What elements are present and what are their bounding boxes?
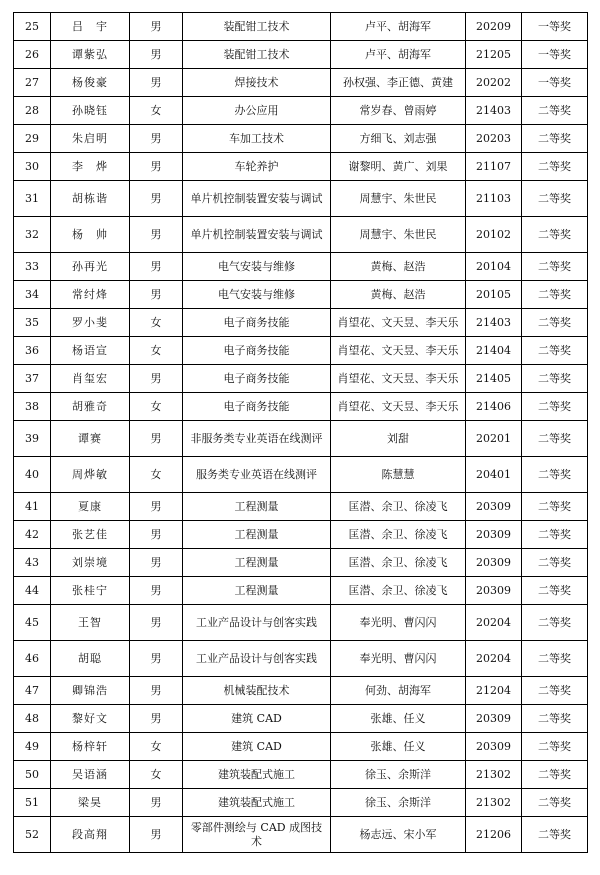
competition-cell: 建筑 CAD xyxy=(183,705,331,733)
student-name-cell: 刘崇境 xyxy=(51,549,130,577)
student-name-cell: 杨语宣 xyxy=(51,337,130,365)
award-cell: 二等奖 xyxy=(522,733,588,761)
student-name-cell: 谭赛 xyxy=(51,421,130,457)
award-cell: 二等奖 xyxy=(522,281,588,309)
gender-cell: 男 xyxy=(130,13,183,41)
table-row xyxy=(14,365,588,393)
class-code-cell: 20105 xyxy=(466,281,522,309)
gender-cell: 男 xyxy=(130,549,183,577)
instructors-cell: 匡潜、余卫、徐凌飞 xyxy=(331,549,466,577)
instructors-cell: 徐玉、余斯洋 xyxy=(331,761,466,789)
competition-cell: 非服务类专业英语在线测评 xyxy=(183,421,331,457)
class-code-cell: 21103 xyxy=(466,181,522,217)
table-row xyxy=(14,705,588,733)
table-row xyxy=(14,789,588,817)
instructors-cell: 张雄、任义 xyxy=(331,705,466,733)
instructors-cell: 谢黎明、黄广、刘果 xyxy=(331,153,466,181)
table-row xyxy=(14,493,588,521)
row-number-cell: 31 xyxy=(14,181,51,217)
award-cell: 二等奖 xyxy=(522,789,588,817)
competition-cell: 建筑装配式施工 xyxy=(183,761,331,789)
class-code-cell: 20102 xyxy=(466,217,522,253)
award-cell: 二等奖 xyxy=(522,125,588,153)
class-code-cell: 21406 xyxy=(466,393,522,421)
instructors-cell: 肖望花、文天昱、李天乐 xyxy=(331,393,466,421)
table-row xyxy=(14,577,588,605)
table-row xyxy=(14,97,588,125)
class-code-cell: 20204 xyxy=(466,641,522,677)
class-code-cell: 21403 xyxy=(466,309,522,337)
competition-cell: 电气安装与维修 xyxy=(183,281,331,309)
award-cell: 二等奖 xyxy=(522,337,588,365)
row-number-cell: 35 xyxy=(14,309,51,337)
row-number-cell: 41 xyxy=(14,493,51,521)
table-row xyxy=(14,337,588,365)
row-number-cell: 34 xyxy=(14,281,51,309)
award-cell: 二等奖 xyxy=(522,641,588,677)
gender-cell: 男 xyxy=(130,493,183,521)
class-code-cell: 21302 xyxy=(466,761,522,789)
row-number-cell: 42 xyxy=(14,521,51,549)
table-row xyxy=(14,125,588,153)
instructors-cell: 杨志远、宋小军 xyxy=(331,817,466,853)
competition-cell: 工程测量 xyxy=(183,493,331,521)
award-cell: 二等奖 xyxy=(522,605,588,641)
instructors-cell: 刘甜 xyxy=(331,421,466,457)
class-code-cell: 20401 xyxy=(466,457,522,493)
instructors-cell: 肖望花、文天昱、李天乐 xyxy=(331,337,466,365)
instructors-cell: 徐玉、余斯洋 xyxy=(331,789,466,817)
student-name-cell: 孙再光 xyxy=(51,253,130,281)
student-name-cell: 胡雅奇 xyxy=(51,393,130,421)
table-row xyxy=(14,41,588,69)
class-code-cell: 20309 xyxy=(466,493,522,521)
row-number-cell: 26 xyxy=(14,41,51,69)
class-code-cell: 20202 xyxy=(466,69,522,97)
table-row xyxy=(14,521,588,549)
gender-cell: 男 xyxy=(130,521,183,549)
student-name-cell: 杨俊豪 xyxy=(51,69,130,97)
table-row xyxy=(14,217,588,253)
class-code-cell: 20203 xyxy=(466,125,522,153)
row-number-cell: 25 xyxy=(14,13,51,41)
table-row xyxy=(14,281,588,309)
award-cell: 二等奖 xyxy=(522,365,588,393)
gender-cell: 男 xyxy=(130,253,183,281)
table-row xyxy=(14,153,588,181)
table-row xyxy=(14,457,588,493)
student-name-cell: 王智 xyxy=(51,605,130,641)
instructors-cell: 卢平、胡海军 xyxy=(331,13,466,41)
table-row xyxy=(14,761,588,789)
award-cell: 二等奖 xyxy=(522,457,588,493)
student-name-cell: 夏康 xyxy=(51,493,130,521)
award-cell: 二等奖 xyxy=(522,153,588,181)
award-cell: 二等奖 xyxy=(522,521,588,549)
award-cell: 二等奖 xyxy=(522,181,588,217)
class-code-cell: 20309 xyxy=(466,521,522,549)
gender-cell: 男 xyxy=(130,281,183,309)
row-number-cell: 48 xyxy=(14,705,51,733)
award-cell: 二等奖 xyxy=(522,253,588,281)
student-name-cell: 吴语涵 xyxy=(51,761,130,789)
award-cell: 一等奖 xyxy=(522,41,588,69)
gender-cell: 女 xyxy=(130,337,183,365)
competition-cell: 电子商务技能 xyxy=(183,365,331,393)
gender-cell: 男 xyxy=(130,153,183,181)
student-name-cell: 周烨敏 xyxy=(51,457,130,493)
table-row xyxy=(14,605,588,641)
award-cell: 二等奖 xyxy=(522,577,588,605)
gender-cell: 女 xyxy=(130,457,183,493)
student-name-cell: 梁昊 xyxy=(51,789,130,817)
competition-cell: 车加工技术 xyxy=(183,125,331,153)
row-number-cell: 38 xyxy=(14,393,51,421)
instructors-cell: 匡潜、余卫、徐凌飞 xyxy=(331,493,466,521)
gender-cell: 男 xyxy=(130,421,183,457)
award-cell: 二等奖 xyxy=(522,549,588,577)
class-code-cell: 21302 xyxy=(466,789,522,817)
instructors-cell: 卢平、胡海军 xyxy=(331,41,466,69)
gender-cell: 男 xyxy=(130,789,183,817)
instructors-cell: 匡潜、余卫、徐凌飞 xyxy=(331,521,466,549)
award-cell: 二等奖 xyxy=(522,493,588,521)
class-code-cell: 21403 xyxy=(466,97,522,125)
competition-cell: 零部件测绘与 CAD 成图技术 xyxy=(183,817,331,853)
gender-cell: 男 xyxy=(130,577,183,605)
competition-cell: 服务类专业英语在线测评 xyxy=(183,457,331,493)
table-row xyxy=(14,641,588,677)
instructors-cell: 何劲、胡海军 xyxy=(331,677,466,705)
gender-cell: 男 xyxy=(130,41,183,69)
row-number-cell: 39 xyxy=(14,421,51,457)
table-row xyxy=(14,393,588,421)
competition-cell: 建筑装配式施工 xyxy=(183,789,331,817)
competition-cell: 工程测量 xyxy=(183,521,331,549)
student-name-cell: 肖玺宏 xyxy=(51,365,130,393)
instructors-cell: 周慧宇、朱世民 xyxy=(331,181,466,217)
student-name-cell: 黎好文 xyxy=(51,705,130,733)
row-number-cell: 43 xyxy=(14,549,51,577)
class-code-cell: 20309 xyxy=(466,577,522,605)
class-code-cell: 20204 xyxy=(466,605,522,641)
instructors-cell: 方细飞、刘志强 xyxy=(331,125,466,153)
instructors-cell: 黄梅、赵浩 xyxy=(331,281,466,309)
award-cell: 二等奖 xyxy=(522,705,588,733)
competition-cell: 电子商务技能 xyxy=(183,393,331,421)
row-number-cell: 27 xyxy=(14,69,51,97)
row-number-cell: 49 xyxy=(14,733,51,761)
competition-cell: 焊接技术 xyxy=(183,69,331,97)
competition-cell: 建筑 CAD xyxy=(183,733,331,761)
competition-cell: 装配钳工技术 xyxy=(183,41,331,69)
instructors-cell: 陈慧慧 xyxy=(331,457,466,493)
gender-cell: 男 xyxy=(130,365,183,393)
award-cell: 二等奖 xyxy=(522,817,588,853)
student-name-cell: 卿锦浩 xyxy=(51,677,130,705)
competition-cell: 电子商务技能 xyxy=(183,309,331,337)
row-number-cell: 33 xyxy=(14,253,51,281)
award-cell: 二等奖 xyxy=(522,97,588,125)
table-row xyxy=(14,421,588,457)
class-code-cell: 20309 xyxy=(466,549,522,577)
gender-cell: 男 xyxy=(130,605,183,641)
student-name-cell: 杨 帅 xyxy=(51,217,130,253)
row-number-cell: 30 xyxy=(14,153,51,181)
row-number-cell: 46 xyxy=(14,641,51,677)
table-row xyxy=(14,549,588,577)
gender-cell: 男 xyxy=(130,705,183,733)
class-code-cell: 20201 xyxy=(466,421,522,457)
competition-cell: 装配钳工技术 xyxy=(183,13,331,41)
instructors-cell: 奉光明、曹闪闪 xyxy=(331,605,466,641)
award-cell: 二等奖 xyxy=(522,677,588,705)
gender-cell: 女 xyxy=(130,761,183,789)
row-number-cell: 37 xyxy=(14,365,51,393)
award-cell: 二等奖 xyxy=(522,761,588,789)
instructors-cell: 奉光明、曹闪闪 xyxy=(331,641,466,677)
student-name-cell: 张桂宁 xyxy=(51,577,130,605)
instructors-cell: 黄梅、赵浩 xyxy=(331,253,466,281)
table-row xyxy=(14,817,588,853)
competition-cell: 办公应用 xyxy=(183,97,331,125)
row-number-cell: 44 xyxy=(14,577,51,605)
instructors-cell: 孙权强、李正德、黄建 xyxy=(331,69,466,97)
student-name-cell: 杨梓轩 xyxy=(51,733,130,761)
row-number-cell: 40 xyxy=(14,457,51,493)
instructors-cell: 匡潜、余卫、徐凌飞 xyxy=(331,577,466,605)
student-name-cell: 胡聪 xyxy=(51,641,130,677)
table-row xyxy=(14,69,588,97)
student-name-cell: 常纣烽 xyxy=(51,281,130,309)
student-name-cell: 谭紫弘 xyxy=(51,41,130,69)
class-code-cell: 21206 xyxy=(466,817,522,853)
award-cell: 一等奖 xyxy=(522,13,588,41)
student-name-cell: 朱启明 xyxy=(51,125,130,153)
row-number-cell: 28 xyxy=(14,97,51,125)
gender-cell: 男 xyxy=(130,677,183,705)
class-code-cell: 21405 xyxy=(466,365,522,393)
student-name-cell: 罗小斐 xyxy=(51,309,130,337)
row-number-cell: 52 xyxy=(14,817,51,853)
instructors-cell: 张雄、任义 xyxy=(331,733,466,761)
table-row xyxy=(14,13,588,41)
student-name-cell: 李 烨 xyxy=(51,153,130,181)
competition-cell: 机械装配技术 xyxy=(183,677,331,705)
class-code-cell: 21107 xyxy=(466,153,522,181)
gender-cell: 男 xyxy=(130,125,183,153)
instructors-cell: 周慧宇、朱世民 xyxy=(331,217,466,253)
competition-cell: 车轮养护 xyxy=(183,153,331,181)
row-number-cell: 32 xyxy=(14,217,51,253)
student-name-cell: 胡栋谐 xyxy=(51,181,130,217)
class-code-cell: 21205 xyxy=(466,41,522,69)
gender-cell: 女 xyxy=(130,309,183,337)
row-number-cell: 51 xyxy=(14,789,51,817)
gender-cell: 男 xyxy=(130,181,183,217)
award-cell: 二等奖 xyxy=(522,309,588,337)
competition-cell: 电气安装与维修 xyxy=(183,253,331,281)
table-row xyxy=(14,677,588,705)
gender-cell: 男 xyxy=(130,69,183,97)
table-row xyxy=(14,253,588,281)
award-cell: 二等奖 xyxy=(522,421,588,457)
student-name-cell: 段高翔 xyxy=(51,817,130,853)
class-code-cell: 21204 xyxy=(466,677,522,705)
gender-cell: 男 xyxy=(130,817,183,853)
instructors-cell: 肖望花、文天昱、李天乐 xyxy=(331,365,466,393)
table-row xyxy=(14,309,588,337)
competition-cell: 电子商务技能 xyxy=(183,337,331,365)
table-row xyxy=(14,181,588,217)
gender-cell: 男 xyxy=(130,641,183,677)
award-table xyxy=(13,12,588,853)
competition-cell: 工业产品设计与创客实践 xyxy=(183,605,331,641)
row-number-cell: 47 xyxy=(14,677,51,705)
class-code-cell: 20309 xyxy=(466,733,522,761)
class-code-cell: 20209 xyxy=(466,13,522,41)
gender-cell: 女 xyxy=(130,733,183,761)
row-number-cell: 50 xyxy=(14,761,51,789)
table-row xyxy=(14,733,588,761)
award-table-body xyxy=(14,13,588,853)
gender-cell: 女 xyxy=(130,97,183,125)
row-number-cell: 29 xyxy=(14,125,51,153)
competition-cell: 单片机控制装置安装与调试 xyxy=(183,181,331,217)
award-cell: 一等奖 xyxy=(522,69,588,97)
instructors-cell: 肖望花、文天昱、李天乐 xyxy=(331,309,466,337)
student-name-cell: 孙晓钰 xyxy=(51,97,130,125)
award-cell: 二等奖 xyxy=(522,217,588,253)
row-number-cell: 36 xyxy=(14,337,51,365)
class-code-cell: 20104 xyxy=(466,253,522,281)
class-code-cell: 20309 xyxy=(466,705,522,733)
gender-cell: 女 xyxy=(130,393,183,421)
instructors-cell: 常岁春、曾雨婷 xyxy=(331,97,466,125)
competition-cell: 单片机控制装置安装与调试 xyxy=(183,217,331,253)
competition-cell: 工程测量 xyxy=(183,549,331,577)
class-code-cell: 21404 xyxy=(466,337,522,365)
student-name-cell: 吕 宇 xyxy=(51,13,130,41)
student-name-cell: 张艺佳 xyxy=(51,521,130,549)
competition-cell: 工业产品设计与创客实践 xyxy=(183,641,331,677)
award-cell: 二等奖 xyxy=(522,393,588,421)
gender-cell: 男 xyxy=(130,217,183,253)
competition-cell: 工程测量 xyxy=(183,577,331,605)
row-number-cell: 45 xyxy=(14,605,51,641)
